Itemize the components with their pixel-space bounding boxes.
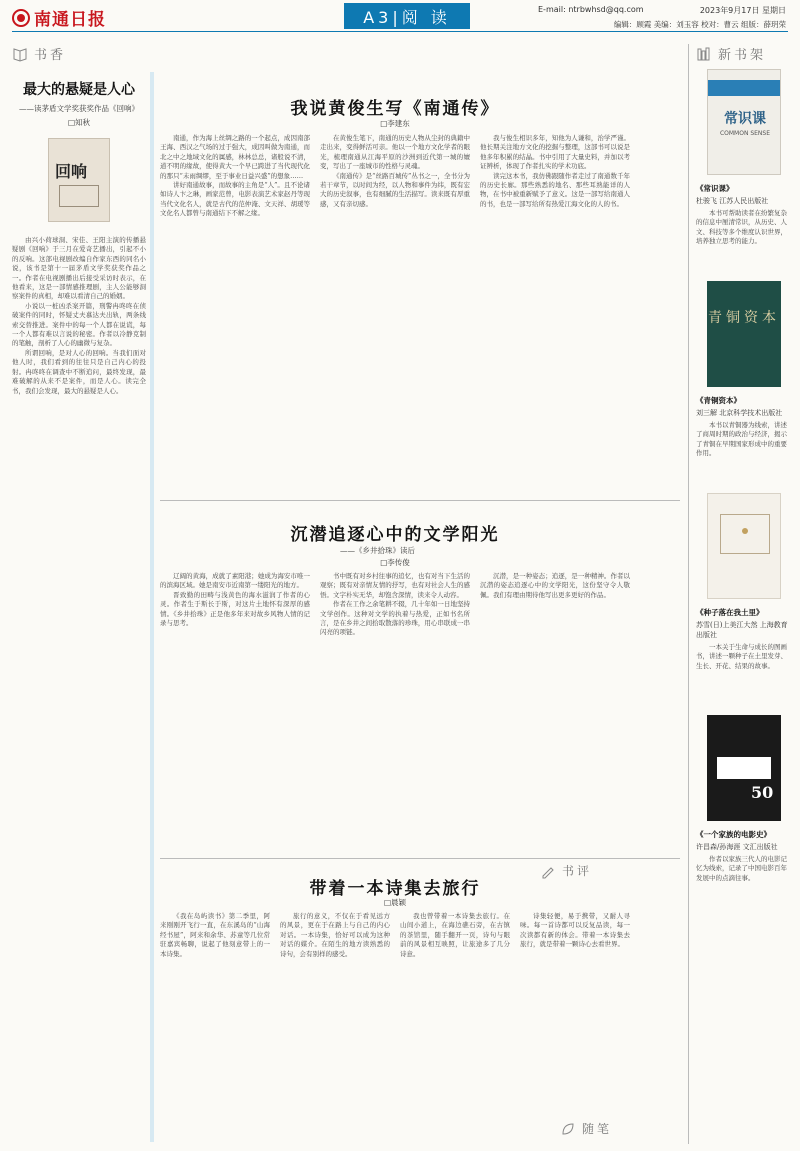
paragraph: 诗集轻便，易于携带，又耐人寻味。每一首诗都可以反复品读，每一次读都有新的体会。带着一本诗集去旅行，就是带着一颗诗心去看世界。: [520, 912, 630, 949]
book-cover-image: [48, 138, 110, 222]
paragraph: 小说以一桩凶杀案开篇，刑警冉咚咚在侦破案件的同时，怀疑丈夫慕达夫出轨，两条线索交替推进。案件中的每一个人都在说谎，每一个人都有难以言说的秘密。作者以冷静克制的笔触，剖析了人心的幽微与复杂。: [12, 301, 146, 348]
paragraph: 《南通传》是“丝路百城传”丛书之一，全书分为若干章节，以时间为经，以人物和事件为纬，既有宏大的历史叙事，也有细腻的生活描写。读来既有厚重感，又有亲切感。: [320, 171, 470, 208]
text-column: [320, 572, 470, 852]
book-description: 本书可帮助读者在纷繁复杂的信息中厘清常识，从历史、人文、科技等多个维度认识世界，培养独立思考的能力。: [696, 209, 787, 246]
text-column: [320, 134, 470, 480]
book-entry: [696, 715, 792, 921]
article3-body: [160, 912, 630, 1112]
editor-credits: 编辑：顾霞 美编：刘玉容 校对：曹云 组版：薛玥荣: [613, 20, 786, 29]
email-address: E-mail: ntrbwhsd@qq.com: [538, 5, 644, 14]
cover-band: [708, 80, 781, 96]
paragraph: 南通，作为海上丝绸之路的一个起点，成因南部王海、西汉之气场的过于强大，成因叫做为南通，而北之中之地域文化的属感，林林总总，诸般说不清，道不明的缘故，使得黄大一个早已跨进了当代现代化的那只“未雨绸缪，至于事业日益兴盛”的想象……: [160, 134, 310, 180]
cover-title: 常识课: [724, 111, 766, 127]
cover-title: 青铜资本: [708, 310, 780, 326]
masthead: [0, 0, 800, 34]
section-label: 新书架: [718, 48, 767, 63]
paragraph: 读完这本书，我仿佛跟随作者走过了南通数千年的历史长廊。那些熟悉的地名、那些耳熟能详的人物，在书中被重新赋予了意义。这是一部写给南通人的书，也是一部写给所有热爱江海文化的人的书。: [480, 171, 630, 208]
paragraph: 我与俊生相识多年，知他为人谦和，治学严谨。他长期关注地方文化的挖掘与整理，这部书可以说是他多年积累的结晶。书中引用了大量史料，并加以考证辨析，体现了作者扎实的学术功底。: [480, 134, 630, 171]
book-description: 作者以家族三代人的电影记忆为线索，记录了中国电影百年发展中的点滴往事。: [696, 855, 787, 882]
section-label: 书香: [34, 48, 67, 63]
book-description: 一本关于生命与成长的图画书，讲述一颗种子在土里发芽、生长、开花、结果的故事。: [696, 643, 787, 670]
book-title: 《种子落在我土里》: [696, 608, 764, 617]
cover-subtitle: COMMON SENSE: [719, 130, 771, 137]
book-meta: 苏雪(日)上美江大然 上海教育出版社: [696, 621, 788, 639]
section-tag-shuxiang: [12, 44, 146, 63]
text-column: [400, 912, 510, 1112]
text-column: [280, 912, 390, 1112]
article2-body: [160, 572, 630, 852]
article-title: 最大的悬疑是人心: [23, 82, 135, 98]
sidebar-divider: [688, 44, 689, 1144]
book-title: 《一个家族的电影史》: [696, 830, 771, 839]
paragraph: 旅行的意义，不仅在于看见远方的风景，更在于在路上与自己的内心对话。一本诗集，恰好可以成为这种对话的媒介。在陌生的地方读熟悉的诗句，会有别样的感受。: [280, 912, 390, 958]
text-column: [160, 134, 310, 480]
article-subtitle: ——读茅盾文学奖获奖作品《回响》: [19, 104, 139, 113]
book-description: 本书以青铜器为线索，讲述了商周时期的政治与经济，揭示了青铜在早期国家形成中的重要作用。: [696, 421, 787, 458]
cover-title: 回响: [55, 162, 88, 181]
section-tag-suibi: [560, 1120, 612, 1137]
book-meta: 刘三解 北京科学技术出版社: [696, 409, 783, 417]
newspaper-logo: [12, 5, 106, 30]
logo-seal-icon: [12, 9, 30, 27]
article-author: □知秋: [67, 118, 91, 127]
book-meta: 杜骏飞 江苏人民出版社: [696, 197, 769, 205]
paragraph: 辽阔的黄海，成就了素阳港；她成为海安市唯一的滨海区域。她是南安市近南第一缕阳光的地方。: [160, 572, 310, 590]
text-column: [160, 912, 270, 1112]
book-entry: [696, 69, 792, 275]
article-divider-1: [160, 500, 680, 501]
article2-subtitle: ——《乡井拾珠》读后: [340, 546, 415, 555]
article-body: [12, 236, 146, 1096]
article2-author: □李传俊: [380, 558, 410, 567]
text-column: [480, 134, 630, 480]
article2-title: 沉潜追逐心中的文学阳光: [290, 525, 500, 545]
text-column: [160, 572, 310, 852]
article3-title: 带着一本诗集去旅行: [309, 879, 481, 899]
page-section-tag: A3|阅 读: [344, 3, 470, 29]
cover-frame: [720, 514, 770, 554]
paragraph: 我也曾带着一本诗集去旅行。在山间小道上，在海边礁石旁，在古镇的茶馆里，随手翻开一页，诗句与眼前的风景相互映照，让旅途多了几分诗意。: [400, 912, 510, 958]
masthead-rule: [12, 31, 788, 32]
paragraph: 《我在岛屿读书》第二季里，阿来刚刚开飞行一直，在东溪岛的“山海经书屋”，阿来和余华、苏童等几位常驻嘉宾畅聊，说起了他刻意带上的一本诗集。: [160, 912, 270, 958]
paragraph: 由兴小荷球洞、宋佳、王阳主演的传播悬疑剧《回响》于三月在爱奇艺播出，引起不小的反响。这部电视剧改编自作家东西的同名小说，该书是第十一届茅盾文学奖获奖作品之一。作者在电视剧播出后接受采访时表示，在他看来，这是一部情感推理剧，主人公能够洞察案件的真相，却难以看清自己的婚姻。: [12, 236, 146, 301]
cover-frame: [59, 185, 99, 207]
cover-seed-icon: [742, 528, 748, 534]
section-label: 随笔: [582, 1122, 613, 1136]
paragraph: 所谓回响，是对人心的回响。当我们面对他人时，我们看到的往往只是自己内心的投射。冉咚咚在调查中不断追问，最终发现，最难破解的从来不是案件，而是人心。读完全书，我们会发现，最大的悬疑是人心。: [12, 348, 146, 395]
book-entry: [696, 493, 792, 709]
book-cover-image: [707, 715, 781, 821]
book-title: 《常识课》: [696, 184, 734, 193]
book-cover-image: [707, 281, 781, 387]
cover-frame: [717, 757, 771, 779]
text-column: [480, 572, 630, 852]
article1-author: □李建东: [380, 119, 410, 128]
left-column: [12, 44, 146, 1096]
bookshelf-icon: [696, 46, 712, 62]
article1-title: 我说黄俊生写《南通传》: [290, 99, 500, 119]
article1-body: [160, 134, 630, 480]
book-cover-image: [707, 69, 781, 175]
article3-author: □晨颖: [383, 898, 407, 907]
section-label: 书评: [562, 864, 593, 878]
paragraph: 讲好南通故事，而故事的主角是“人”。且不论诸如诗人卞之琳，画家范曾，电影表演艺术家赵丹等现当代文化名人，就是古代的范仲淹、文天祥、胡瑗等文化名人都曾与南通结下不解之缘。: [160, 181, 310, 218]
logo-text: 南通日报: [34, 10, 106, 30]
book-entry: [696, 281, 792, 487]
new-books-sidebar: [696, 44, 792, 921]
column-accent-bar: [150, 72, 154, 1142]
paragraph: 在黄俊生笔下，南通的历史人物从尘封的典籍中走出来，变得鲜活可亲。他以一个地方文化学者的眼光，梳理南通从江海平原的沙洲到近代第一城的嬗变，写出了一座城市的性格与灵魂。: [320, 134, 470, 171]
cover-number: 50: [751, 783, 774, 802]
book-meta: 许昌森/孙海涯 文汇出版社: [696, 843, 778, 851]
article-divider-2: [160, 858, 680, 859]
issue-date: 2023年9月17日 星期日: [699, 6, 786, 15]
paragraph: 沉潜，是一种姿态；追逐，是一种精神。作者以沉潜的姿态追逐心中的文学阳光，这份坚守令人敬佩。我们有理由期待他写出更多更好的作品。: [480, 572, 630, 599]
section-tag-xinshujia: [696, 44, 792, 63]
book-cover-image: [707, 493, 781, 599]
paragraph: 作者在工作之余笔耕不辍，几十年如一日地坚持文学创作。这种对文学的执着与热爱，正如书名所言，是在乡井之间拾取散落的珍珠，用心串联成一串闪亮的项链。: [320, 600, 470, 637]
paragraph: 晋致勤的田畴与浅黄色的海水滋润了作者的心灵。作者生于斯长于斯，对这片土地怀有深厚的感情。《乡井拾珠》正是他多年来对故乡风物人情的记录与思考。: [160, 590, 310, 628]
leaf-icon: [560, 1121, 576, 1137]
paragraph: 书中既有对乡村往事的追忆，也有对当下生活的观察；既有对亲情友情的抒写，也有对社会人生的感悟。文字朴实无华，却饱含深情，读来令人动容。: [320, 572, 470, 599]
book-icon: [12, 46, 28, 62]
book-title: 《青铜资本》: [696, 396, 741, 405]
text-column: [520, 912, 630, 1112]
